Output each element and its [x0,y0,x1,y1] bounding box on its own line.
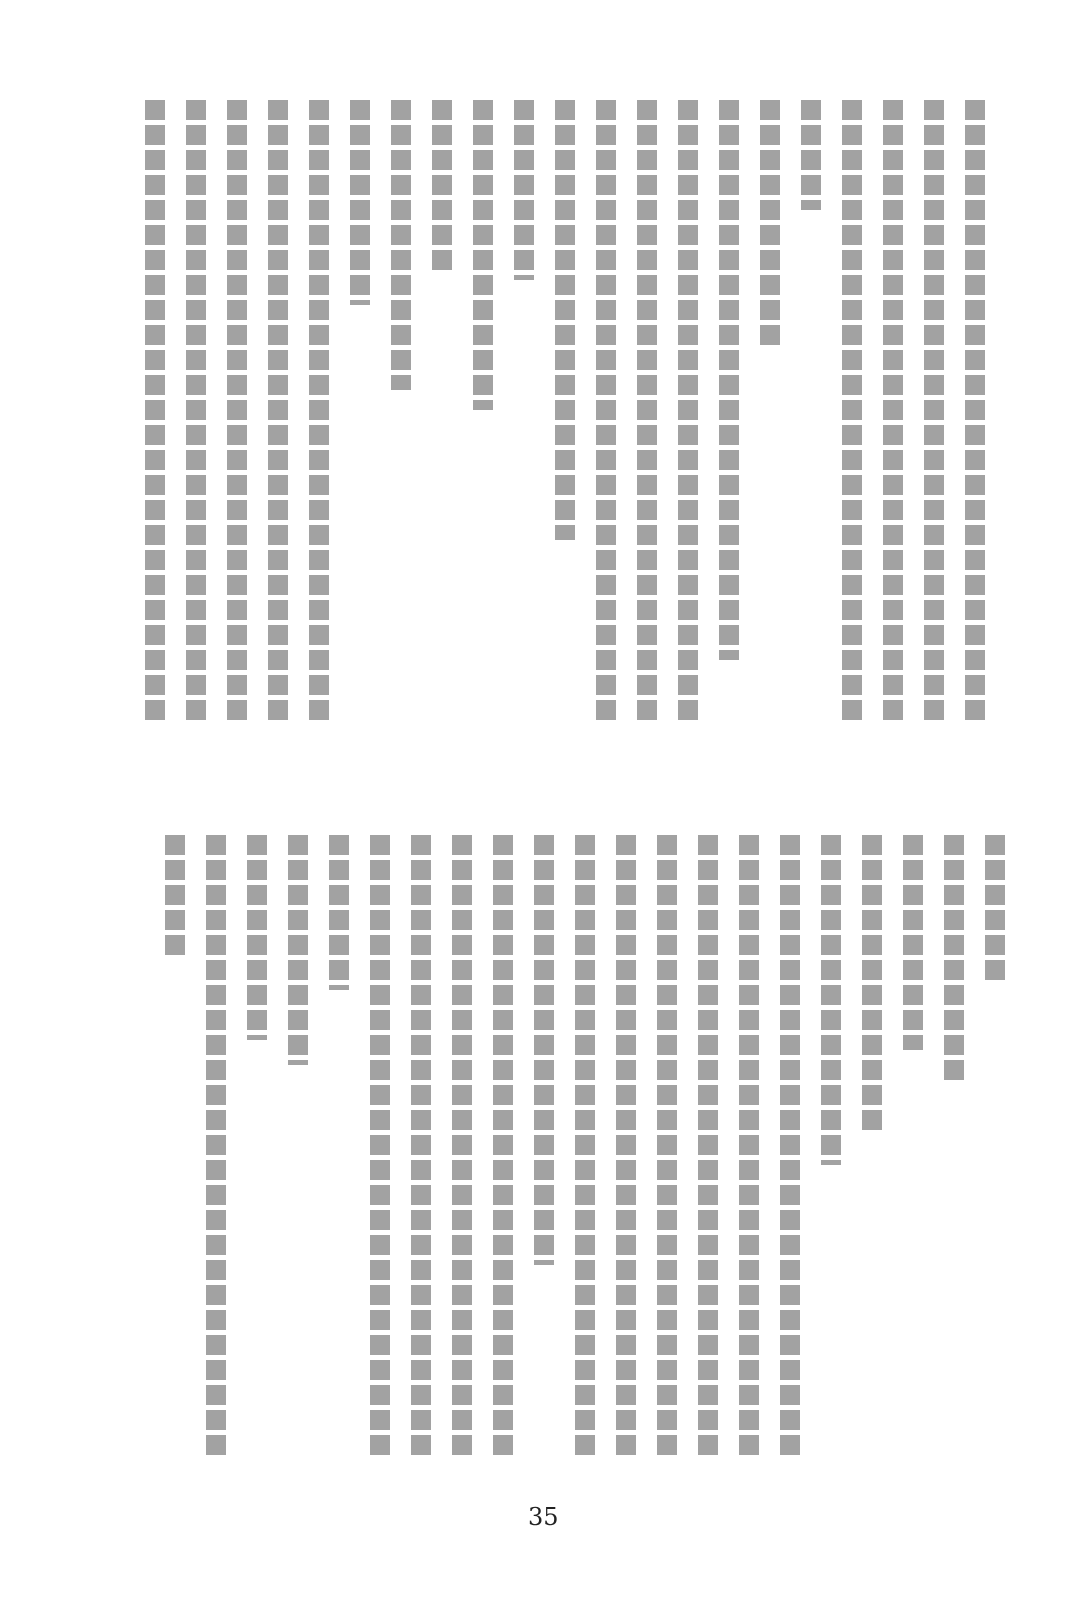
text-column [965,100,985,725]
text-column [186,100,206,725]
text-column [534,835,554,1265]
text-column [268,100,288,725]
text-column [883,100,903,725]
text-column [719,100,739,660]
text-column [514,100,534,280]
text-column [678,100,698,725]
text-column [760,100,780,350]
text-column [821,835,841,1165]
text-column [329,835,349,990]
text-column [309,100,329,725]
text-column [206,835,226,1460]
text-column [555,100,575,540]
text-column [780,835,800,1460]
text-column [411,835,431,1460]
text-column [739,835,759,1460]
text-column [903,835,923,1050]
text-column [842,100,862,725]
text-column [452,835,472,1460]
text-column [165,835,185,955]
lower-text-block [105,835,1005,1475]
text-column [391,100,411,390]
text-column [924,100,944,725]
text-column [473,100,493,410]
text-column [944,835,964,1085]
text-column [432,100,452,270]
text-column [227,100,247,725]
text-column [616,835,636,1460]
text-column [596,100,616,725]
text-column [350,100,370,305]
text-column [370,835,390,1460]
text-column [575,835,595,1460]
text-column [637,100,657,725]
page-number: 35 [528,1503,559,1531]
text-column [493,835,513,1460]
text-column [862,835,882,1135]
text-column [657,835,677,1460]
upper-text-block [105,100,985,740]
text-column [145,100,165,725]
text-column [985,835,1005,985]
text-column [247,835,267,1040]
text-column [698,835,718,1460]
text-column [801,100,821,210]
text-column [288,835,308,1065]
